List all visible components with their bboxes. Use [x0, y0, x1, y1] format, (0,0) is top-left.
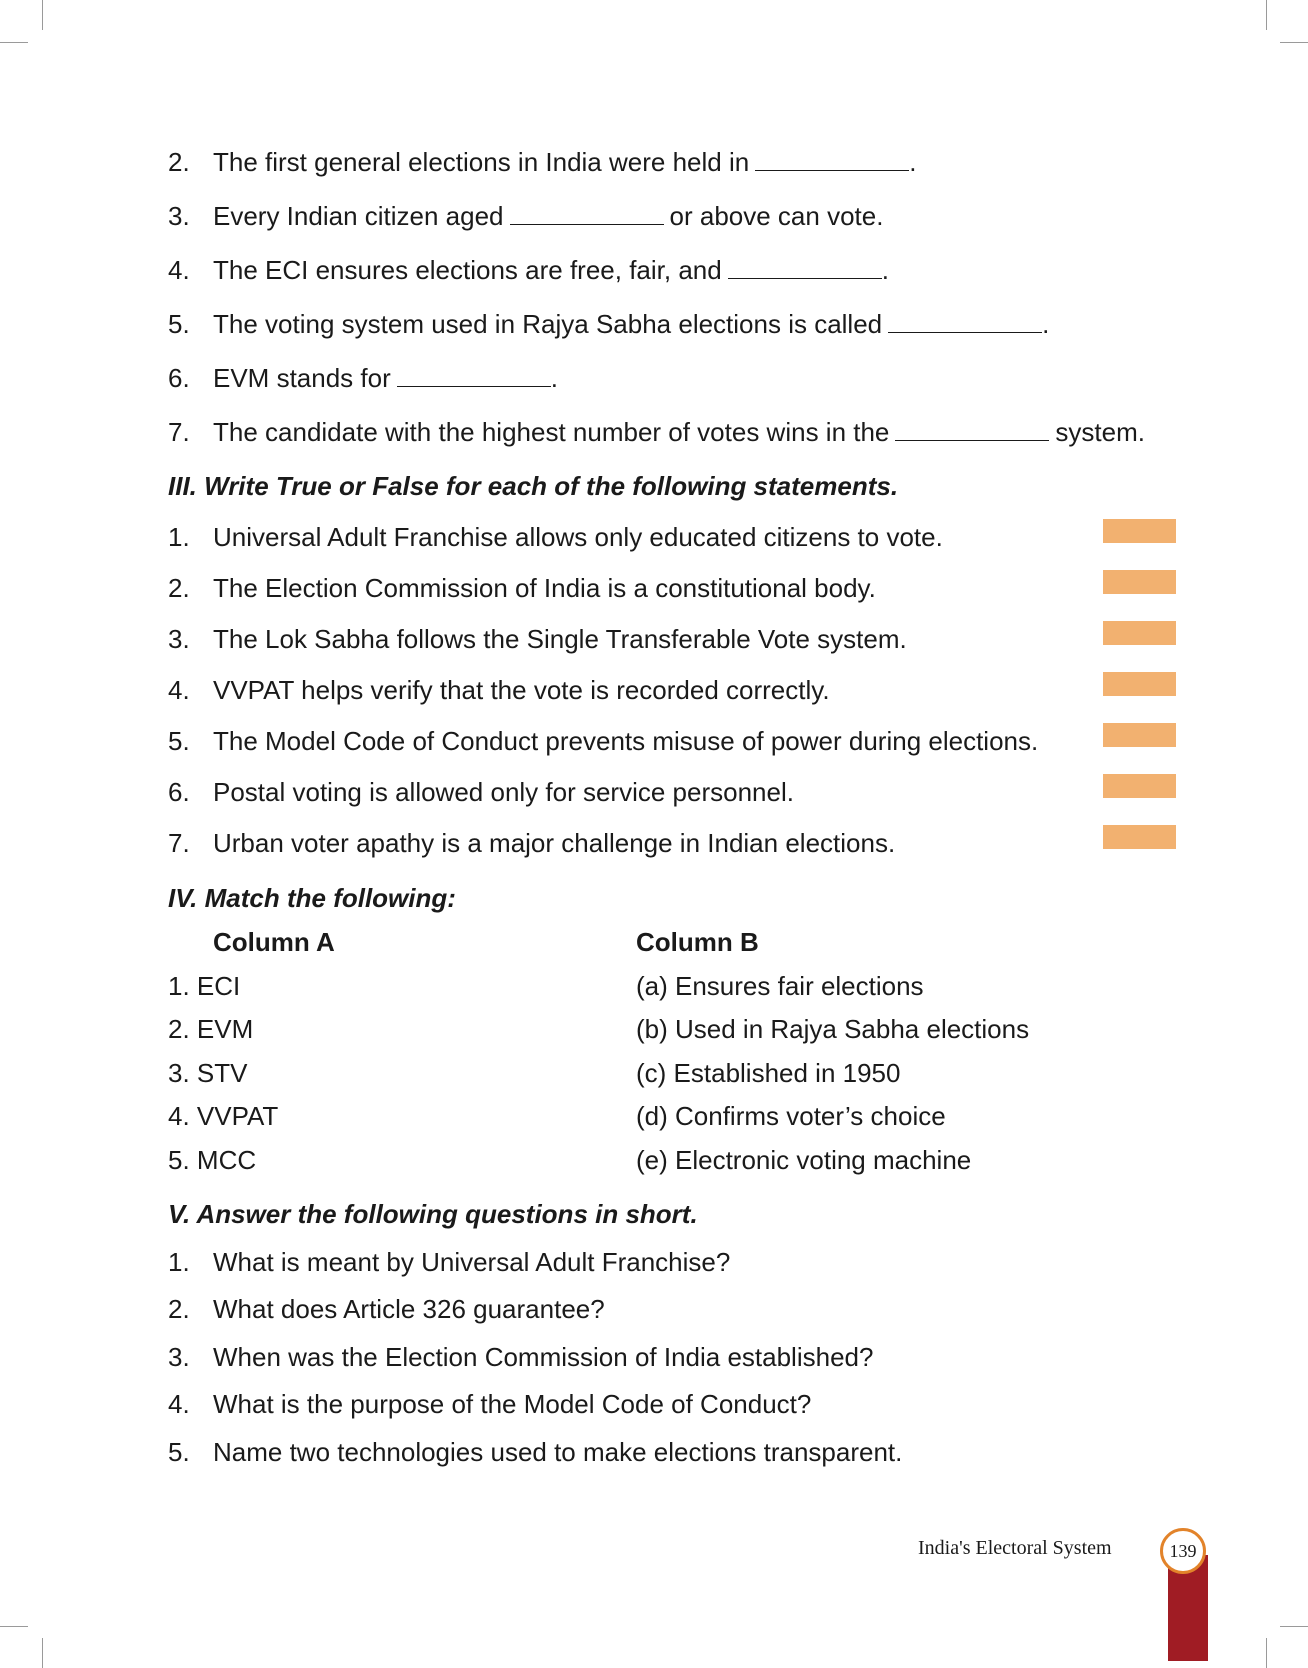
column-b-item: (d) Confirms voter’s choice — [636, 1101, 946, 1131]
item-number: 6. — [168, 363, 190, 393]
answer-box[interactable] — [1103, 672, 1176, 696]
crop-mark — [1266, 1638, 1267, 1668]
item-number: 5. — [168, 726, 190, 756]
item-text: The ECI ensures elections are free, fair, and — [213, 255, 722, 285]
section-heading-true-false: III. Write True or False for each of the following statements. — [168, 471, 899, 501]
item-text-after: . — [881, 255, 889, 285]
column-b-item: (c) Established in 1950 — [636, 1058, 901, 1088]
item-text: What is the purpose of the Model Code of Conduct? — [213, 1389, 812, 1419]
item-text: VVPAT helps verify that the vote is recorded correctly. — [213, 675, 830, 705]
item-number: 3. — [168, 624, 190, 654]
item-text: The Model Code of Conduct prevents misuse of power during elections. — [213, 726, 1039, 756]
answer-blank[interactable] — [755, 148, 909, 171]
answer-box[interactable] — [1103, 621, 1176, 645]
crop-mark — [0, 1626, 28, 1627]
item-number: 7. — [168, 417, 190, 447]
answer-blank[interactable] — [397, 364, 551, 387]
item-text: The candidate with the highest number of votes wins in the — [213, 417, 890, 447]
item-number: 4. — [168, 1389, 190, 1419]
column-b-item: (e) Electronic voting machine — [636, 1145, 972, 1175]
item-number: 1. — [168, 522, 190, 552]
item-number: 3. — [168, 201, 190, 231]
item-text-after: or above can vote. — [669, 201, 884, 231]
section-heading-short-answers: V. Answer the following questions in short. — [168, 1199, 698, 1229]
column-a-item: 3. STV — [168, 1058, 248, 1088]
answer-blank[interactable] — [895, 418, 1049, 441]
item-number: 2. — [168, 147, 190, 177]
crop-mark — [0, 42, 28, 43]
answer-box[interactable] — [1103, 519, 1176, 543]
crop-mark — [1280, 42, 1308, 43]
item-text: EVM stands for — [213, 363, 391, 393]
chapter-title: India's Electoral System — [918, 1537, 1112, 1559]
item-text: Every Indian citizen aged — [213, 201, 504, 231]
answer-blank[interactable] — [888, 310, 1042, 333]
item-number: 5. — [168, 1437, 190, 1467]
column-a-item: 2. EVM — [168, 1014, 254, 1044]
item-number: 2. — [168, 1294, 190, 1324]
answer-box[interactable] — [1103, 570, 1176, 594]
answer-box[interactable] — [1103, 825, 1176, 849]
item-number: 4. — [168, 675, 190, 705]
item-text-after: . — [1042, 309, 1050, 339]
item-number: 6. — [168, 777, 190, 807]
item-number: 2. — [168, 573, 190, 603]
item-text: Name two technologies used to make elections transparent. — [213, 1437, 903, 1467]
item-text: The first general elections in India were held in — [213, 147, 750, 177]
item-text: What is meant by Universal Adult Franchise? — [213, 1247, 731, 1277]
column-a-heading: Column A — [213, 927, 335, 957]
item-text: The Lok Sabha follows the Single Transferable Vote system. — [213, 624, 907, 654]
item-number: 5. — [168, 309, 190, 339]
page-number: 139 — [1169, 1540, 1197, 1561]
item-number: 7. — [168, 828, 190, 858]
item-text: The Election Commission of India is a constitutional body. — [213, 573, 876, 603]
item-text: Universal Adult Franchise allows only educated citizens to vote. — [213, 522, 943, 552]
column-a-item: 1. ECI — [168, 971, 241, 1001]
answer-box[interactable] — [1103, 723, 1176, 747]
column-a-item: 4. VVPAT — [168, 1101, 279, 1131]
item-text-after: . — [550, 363, 558, 393]
column-a-item: 5. MCC — [168, 1145, 257, 1175]
crop-mark — [42, 0, 43, 30]
answer-box[interactable] — [1103, 774, 1176, 798]
item-number: 4. — [168, 255, 190, 285]
item-text: Postal voting is allowed only for service personnel. — [213, 777, 794, 807]
item-text-after: system. — [1055, 417, 1145, 447]
answer-blank[interactable] — [728, 256, 882, 279]
crop-mark — [1280, 1626, 1308, 1627]
item-text: The voting system used in Rajya Sabha elections is called — [213, 309, 883, 339]
column-b-heading: Column B — [636, 927, 759, 957]
crop-mark — [1266, 0, 1267, 30]
page-number-badge — [1160, 1528, 1206, 1574]
item-number: 3. — [168, 1342, 190, 1372]
crop-mark — [42, 1638, 43, 1668]
item-text-after: . — [909, 147, 917, 177]
column-b-item: (a) Ensures fair elections — [636, 971, 924, 1001]
section-heading-match: IV. Match the following: — [168, 883, 456, 913]
item-text: Urban voter apathy is a major challenge in Indian elections. — [213, 828, 896, 858]
answer-blank[interactable] — [510, 202, 664, 225]
item-text: When was the Election Commission of India established? — [213, 1342, 874, 1372]
item-text: What does Article 326 guarantee? — [213, 1294, 605, 1324]
column-b-item: (b) Used in Rajya Sabha elections — [636, 1014, 1030, 1044]
item-number: 1. — [168, 1247, 190, 1277]
